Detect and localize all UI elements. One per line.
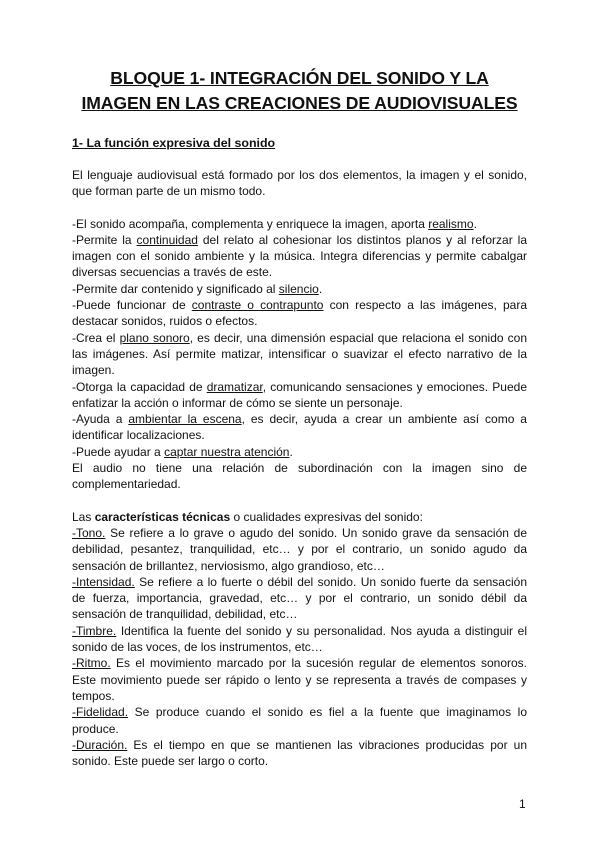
key-term: dramatizar bbox=[206, 379, 263, 394]
list-item: -Fidelidad. Se produce cuando el sonido es fiel a la fuente que imaginamos lo produce. bbox=[72, 705, 527, 736]
list-item: -Permite dar contenido y significado al silencio. bbox=[72, 281, 323, 296]
list-item: -Ayuda a ambientar la escena, es decir, ayuda a crear un ambiente así como a identificar localizaciones. bbox=[72, 412, 527, 443]
characteristics-list bbox=[72, 525, 527, 769]
key-term: realismo bbox=[428, 216, 474, 231]
function-list bbox=[72, 216, 527, 493]
list-item: -Duración. Es el tiempo en que se mantienen las vibraciones producidas por un sonido. Este puede ser largo o corto. bbox=[72, 737, 527, 769]
characteristics-intro: Las características técnicas o cualidades expresivas del sonido: bbox=[72, 509, 423, 524]
list-item: -Timbre. Identifica la fuente del sonido y su personalidad. Nos ayuda a distinguir el sonido de las voces, de los instrumentos, etc… bbox=[72, 623, 527, 655]
list-item: -Puede funcionar de contraste o contrapunto con respecto a las imágenes, para destacar sonidos, ruidos o efectos. bbox=[72, 298, 527, 329]
list-item: -Puede ayudar a captar nuestra atención. bbox=[72, 444, 293, 459]
list-item: -Tono. Se refiere a lo grave o agudo del sonido. Un sonido grave da sensación de debilidad, pesantez, tranquilidad, etc… y por el contrario, un sonido agudo da sensación de brillantez, nerviosismo, algo grandioso, etc… bbox=[72, 525, 527, 573]
key-term: silencio bbox=[278, 281, 319, 296]
list-item: -Crea el plano sonoro, es decir, una dimensión espacial que relaciona el sonido con las imágenes. Así permite matizar, intensificar o suavizar el efecto narrativo de la imagen. bbox=[72, 330, 528, 378]
list-item: -Ritmo. Es el movimiento marcado por la sucesión regular de elementos sonoros. Este movimiento puede ser rápido o lento y se representa a través de compases y tempos. bbox=[72, 656, 527, 703]
section-heading: 1- La función expresiva del sonido bbox=[72, 136, 276, 150]
bold-term: características técnicas bbox=[94, 509, 231, 524]
document-title bbox=[72, 66, 527, 116]
page-number: 1 bbox=[519, 797, 526, 811]
list-item: -Otorga la capacidad de dramatizar, comunicando sensaciones y emociones. Puede enfatizar la acción o informar de cómo se siente un personaje. bbox=[72, 379, 527, 410]
key-term: -Fidelidad. bbox=[72, 705, 129, 720]
list-item: -El sonido acompaña, complementa y enriquece la imagen, aporta realismo. bbox=[72, 216, 477, 231]
key-term: -Ritmo. bbox=[72, 656, 111, 671]
intro-paragraph: El lenguaje audiovisual está formado por los dos elementos, la imagen y el sonido, que forman parte de un mismo todo. bbox=[72, 168, 527, 199]
key-term: -Intensidad. bbox=[72, 574, 135, 589]
key-term: continuidad bbox=[136, 232, 198, 247]
title-line-2: IMAGEN EN LAS CREACIONES DE AUDIOVISUALES bbox=[81, 93, 518, 113]
key-term: -Duración. bbox=[72, 737, 128, 752]
key-term: captar nuestra atención bbox=[164, 444, 290, 459]
key-term: -Timbre. bbox=[72, 623, 117, 638]
key-term: plano sonoro bbox=[119, 330, 190, 345]
document-page bbox=[72, 66, 527, 769]
key-term: ambientar la escena bbox=[128, 412, 242, 427]
key-term: contraste o contrapunto bbox=[191, 298, 324, 313]
title-line-1: BLOQUE 1- INTEGRACIÓN DEL SONIDO Y LA bbox=[110, 68, 489, 88]
list-item: -Intensidad. Se refiere a lo fuerte o débil del sonido. Un sonido fuerte da sensación de fuerza, importancia, gravedad, etc… y por el contrario, un sonido débil da sensación de tranquilidad, debilidad, etc… bbox=[72, 574, 527, 622]
key-term: -Tono. bbox=[72, 525, 106, 540]
list-item: -Permite la continuidad del relato al cohesionar los distintos planos y al reforzar la imagen con el sonido ambiente y la música. Integra diferencias y permite cabalgar diversas secuencias a través de este. bbox=[72, 232, 527, 280]
closing-paragraph: El audio no tiene una relación de subordinación con la imagen sino de complementariedad. bbox=[72, 461, 527, 492]
